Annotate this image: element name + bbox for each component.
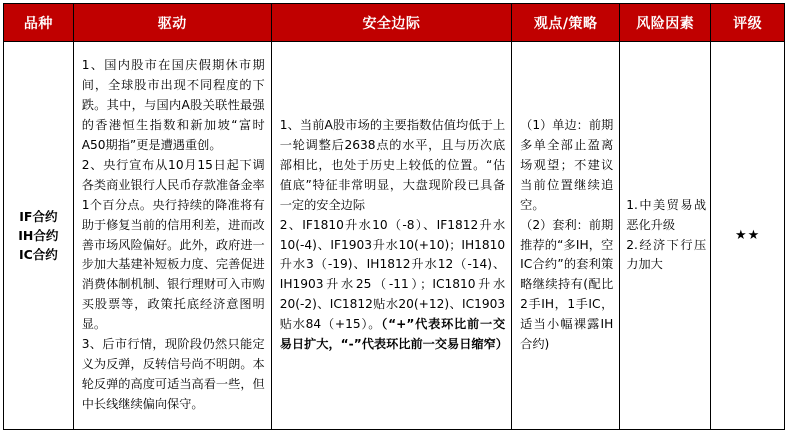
drive-point-3: 3、后市行情，现阶段仍然只能定义为反弹，反转信号尚不明朗。本轮反弹的高度可适当高看一些，但中长线继续偏向保守。	[81, 337, 265, 411]
safety-basis-note: （“+”代表环比前一交易日扩大，“-”代表环比前一交易日缩窄）	[279, 317, 508, 352]
product-ic: IC合约	[18, 247, 58, 262]
drive-cell	[73, 42, 271, 430]
view-point-1: （1）单边：前期多单全部止盈离场观望；不建议当前位置继续追空。	[520, 118, 614, 212]
header-safety-margin: 安全边际	[271, 4, 511, 42]
strategy-table	[3, 3, 785, 430]
safety-point-1: 1、当前A股市场的主要指数估值均低于上一轮调整后2638点的水平，且与历次底部相比，也处于历史上较低的位置。“估值底”特征非常明显，大盘现阶段已具备一定的安全边际	[279, 118, 506, 212]
product-if: IF合约	[19, 209, 58, 224]
product-ih: IH合约	[18, 228, 59, 243]
header-drive: 驱动	[73, 4, 271, 42]
risk-point-1: 1.中美贸易战恶化升级	[626, 197, 707, 232]
view-strategy-cell	[512, 42, 620, 430]
header-product: 品种	[4, 4, 74, 42]
star-rating: ★★	[734, 227, 761, 243]
drive-point-2: 2、央行宣布从10月15日起下调各类商业银行人民币存款准备金率1个百分点。央行持续的降准将有助于修复当前的信用利差，进而改善市场风险偏好。此外，政府进一步加大基建补短板力度、完善促进消费体制机制、银行理财可入市购买股票等，政策托底经济意图明显。	[81, 157, 265, 332]
header-risk-factors: 风险因素	[620, 4, 711, 42]
product-cell	[4, 42, 74, 430]
risk-factors-cell	[620, 42, 711, 430]
risk-point-2: 2.经济下行压力加大	[626, 237, 707, 272]
safety-basis-text: 2、IF1810升水10（-8）、IF1812升水10(-4)、IF1903升水10(+10)；IH1810升水3（-19)、IH1812升水12（-14)、IH1903升水25（-11）；IC1810升水20(-2)、IC1812贴水20(+12)、IC1903贴水84（+15）。	[279, 217, 506, 332]
header-rating: 评级	[711, 4, 785, 42]
header-row	[4, 4, 785, 42]
view-point-2: （2）套利：前期推荐的“多IH，空IC合约”的套利策略继续持有(配比2手IH，1手IC，适当小幅裸露IH合约)	[520, 217, 614, 352]
safety-point-2	[279, 216, 508, 355]
safety-margin-cell	[271, 42, 511, 430]
table-row	[4, 42, 785, 430]
rating-cell	[711, 42, 785, 430]
header-view-strategy: 观点/策略	[512, 4, 620, 42]
drive-point-1: 1、国内股市在国庆假期休市期间，全球股市出现不同程度的下跌。其中，与国内A股关联性最强的香港恒生指数和新加坡“富时A50期指”更是遭遇重创。	[81, 58, 265, 152]
